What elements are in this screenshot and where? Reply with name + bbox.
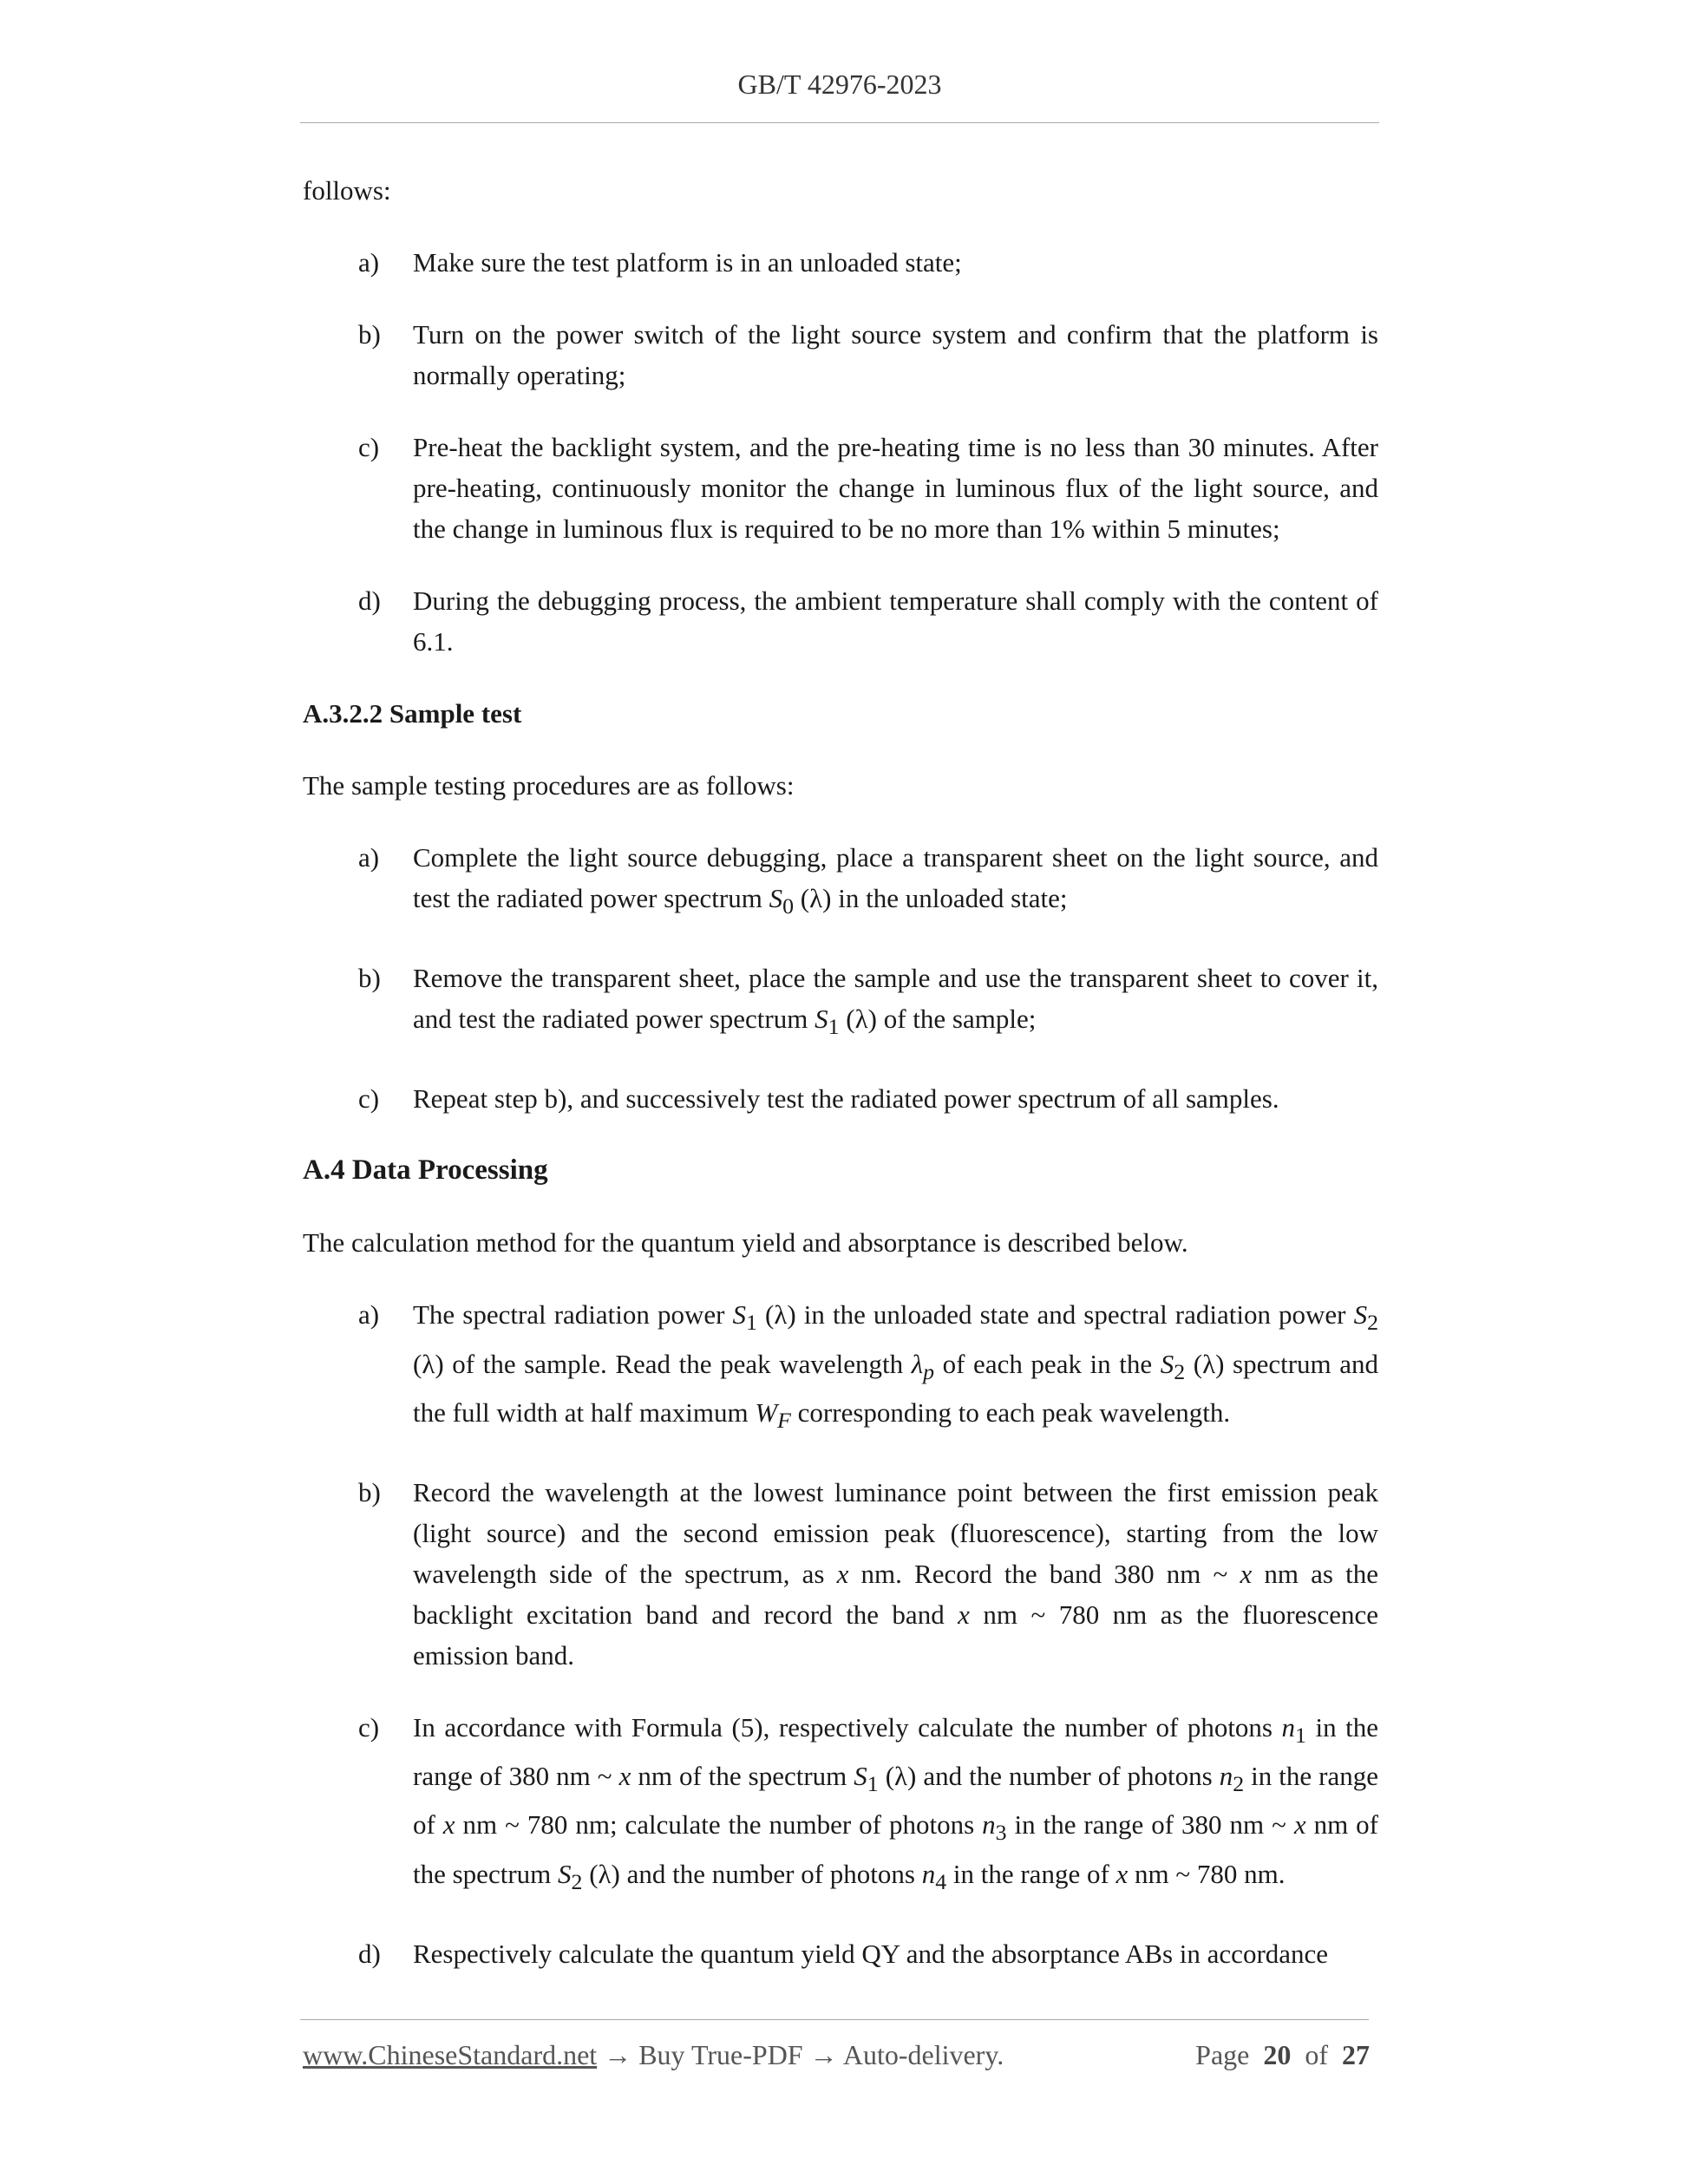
item-text: Remove the transparent sheet, place the sample and use the transparent sheet to cover it, and test the radiated power spectrum	[413, 963, 1378, 1035]
math-var: S	[732, 1299, 747, 1331]
math-sub: 1	[867, 1771, 879, 1797]
footer-divider	[300, 2019, 1369, 2020]
list-item	[303, 837, 1378, 926]
item-text: Make sure the test platform is in an unloaded state;	[413, 247, 962, 278]
math-var: λ	[911, 1348, 924, 1379]
item-label: a)	[358, 1299, 380, 1331]
list-item	[303, 1472, 1378, 1676]
math-var: W	[755, 1396, 778, 1428]
item-label: b)	[358, 963, 381, 994]
list-item	[303, 580, 1378, 662]
math-lambda: (λ)	[1185, 1348, 1225, 1379]
math-lambda: (λ)	[878, 1761, 917, 1792]
header-divider	[300, 122, 1379, 123]
math-var: n	[1219, 1761, 1233, 1792]
math-sub: 4	[935, 1868, 947, 1894]
item-text: in the range of	[946, 1858, 1116, 1889]
item-text: Record the wavelength at the lowest luminance point between the first emission peak (light source) and the second emission peak (fluorescence), starting from the low wavelength side of the spectrum, as	[413, 1476, 1378, 1589]
list-item	[303, 314, 1378, 396]
math-var: n	[1281, 1711, 1296, 1743]
item-label: d)	[358, 1938, 381, 1969]
math-var: n	[982, 1809, 996, 1841]
item-text: and the number of photons	[619, 1858, 922, 1889]
footer-tagline: → Buy True-PDF → Auto-delivery.	[597, 2039, 1004, 2070]
list-item	[303, 242, 1378, 283]
data-processing-list	[303, 1294, 1378, 1973]
math-var: x	[1293, 1809, 1306, 1841]
total-pages: 27	[1342, 2039, 1370, 2070]
item-text: and the number of photons	[916, 1761, 1220, 1792]
item-text: of the sample;	[876, 1004, 1037, 1035]
item-label: a)	[358, 842, 380, 873]
math-sub: 0	[782, 893, 795, 919]
list-item	[303, 427, 1378, 549]
item-text: nm. Record the band 380 nm ~	[848, 1558, 1240, 1589]
list-item	[303, 1707, 1378, 1902]
item-text: in the range of	[413, 1761, 1378, 1841]
item-label: a)	[358, 247, 380, 278]
math-lambda: (λ)	[794, 883, 832, 913]
item-text: nm ~ 780 nm; calculate the number of photons	[455, 1809, 983, 1841]
page-footer	[303, 2033, 1370, 2076]
list-item	[303, 1933, 1378, 1974]
item-text: nm ~ 780 nm as the fluorescence emission band.	[413, 1599, 1379, 1671]
math-var: S	[769, 883, 783, 913]
math-var: x	[836, 1558, 849, 1589]
list-item	[303, 1294, 1378, 1441]
math-sub: 1	[828, 1014, 840, 1040]
page-body	[303, 170, 1378, 2005]
math-lambda: (λ)	[839, 1004, 877, 1035]
math-var: S	[815, 1004, 828, 1035]
math-sub: 1	[1295, 1723, 1306, 1749]
item-text: in the range of 380 nm ~	[1006, 1809, 1294, 1841]
sample-test-list	[303, 837, 1378, 1119]
item-label: b)	[358, 1476, 381, 1507]
item-text: Turn on the power switch of the light source system and confirm that the platform is normally operating;	[413, 319, 1378, 390]
math-var: S	[1353, 1299, 1368, 1331]
math-sub: 3	[995, 1820, 1007, 1846]
item-text: nm of the spectrum	[413, 1809, 1379, 1889]
item-text: The spectral radiation power	[413, 1299, 733, 1331]
section-heading-a4: A.4 Data Processing	[303, 1154, 548, 1187]
item-text: of each peak in the	[934, 1348, 1161, 1379]
item-label: d)	[358, 585, 381, 616]
section-lead-a322: The sample testing procedures are as follows:	[303, 770, 795, 801]
math-lambda: (λ)	[413, 1348, 444, 1379]
item-text: nm of the spectrum	[631, 1761, 854, 1792]
item-text: in the unloaded state and spectral radiation power	[795, 1299, 1354, 1331]
current-page: 20	[1263, 2039, 1292, 2070]
list-item	[303, 1078, 1378, 1119]
item-text: Pre-heat the backlight system, and the pre-heating time is no less than 30 minutes. After pre-heating, continuously monitor the change in luminous flux of the light source, and the change in luminous flux is required to be no more than 1% within 5 minutes;	[413, 432, 1378, 544]
item-text: in the unloaded state;	[831, 883, 1068, 913]
math-var: x	[1240, 1558, 1253, 1589]
math-var: x	[1116, 1858, 1129, 1889]
item-text: Respectively calculate the quantum yield QY and the absorptance ABs in accordance	[413, 1938, 1329, 1969]
math-sub: 2	[1233, 1771, 1245, 1797]
footer-promo	[303, 2033, 1004, 2076]
item-text: Repeat step b), and successively test the radiated power spectrum of all samples.	[413, 1083, 1279, 1115]
intro-text: follows:	[303, 175, 391, 206]
item-label: c)	[358, 1083, 380, 1115]
section-heading-a322: A.3.2.2 Sample test	[303, 698, 522, 729]
page-number	[1195, 2033, 1370, 2076]
item-label: c)	[358, 1711, 380, 1743]
item-text: During the debugging process, the ambient temperature shall comply with the content of 6.1.	[413, 585, 1378, 657]
item-label: c)	[358, 432, 380, 462]
math-var: x	[618, 1761, 631, 1792]
page-word: Page	[1195, 2039, 1250, 2070]
item-text: corresponding to each peak wavelength.	[790, 1396, 1231, 1428]
website-link[interactable]: www.ChineseStandard.net	[303, 2039, 598, 2070]
math-var: S	[558, 1858, 572, 1889]
document-code-header: GB/T 42976-2023	[737, 69, 942, 100]
math-lambda: (λ)	[756, 1299, 796, 1331]
math-lambda: (λ)	[582, 1858, 620, 1889]
math-var: n	[921, 1858, 936, 1889]
item-label: b)	[358, 319, 381, 350]
of-word: of	[1305, 2039, 1328, 2070]
math-sub: 2	[1367, 1310, 1378, 1336]
math-sub: 2	[571, 1868, 583, 1894]
item-text: nm as the backlight excitation band and record the band	[413, 1558, 1379, 1630]
math-var: S	[1160, 1348, 1174, 1379]
debugging-steps-list	[303, 242, 1378, 662]
item-text: Complete the light source debugging, place a transparent sheet on the light source, and test the radiated power spectrum	[413, 842, 1378, 913]
math-sub: 1	[746, 1310, 757, 1336]
item-text: in the range of 380 nm ~	[413, 1711, 1378, 1792]
math-sub: p	[923, 1358, 935, 1384]
math-var: S	[854, 1761, 867, 1792]
item-text: nm ~ 780 nm.	[1128, 1858, 1286, 1889]
list-item	[303, 958, 1378, 1047]
item-text: of the sample. Read the peak wavelength	[443, 1348, 912, 1379]
item-text: In accordance with Formula (5), respectively calculate the number of photons	[413, 1711, 1282, 1743]
item-text: spectrum and the full width at half maximum	[413, 1348, 1379, 1428]
math-var: x	[958, 1599, 970, 1630]
math-sub: 2	[1174, 1358, 1186, 1384]
section-lead-a4: The calculation method for the quantum yield and absorptance is described below.	[303, 1227, 1188, 1259]
math-var: x	[442, 1809, 455, 1841]
math-sub: F	[777, 1407, 791, 1433]
